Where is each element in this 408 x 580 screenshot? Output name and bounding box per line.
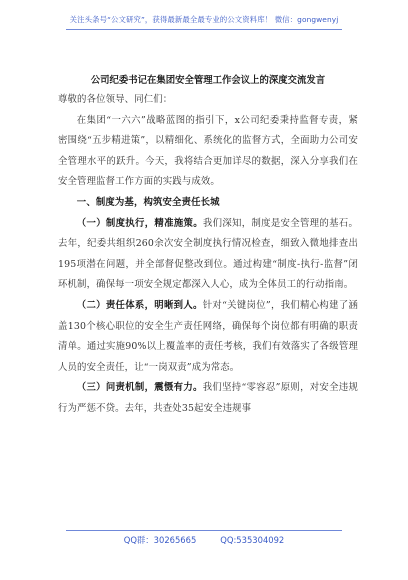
paragraph-text: 我们坚持“零容忍”原则，对安全违规行为严惩不贷。去年，共查处35起安全违规事 (58, 382, 359, 414)
header-banner: 关注头条号“公文研究”，获得最新最全最专业的公文资料库！ 微信：gongwenyj (69, 15, 339, 24)
paragraph-label: （三）问责机制，震慑有力。 (76, 382, 203, 394)
section-paragraph (58, 378, 358, 419)
paragraph-text: 针对“关键岗位”，我们精心构建了涵盖130个核心职位的安全生产责任网络，确保每个岗位都有明确的职责清单。通过实施90%以上覆盖率的责任考核，我们有效落实了各级管理人员的安全责任，让“一岗双责”成为常态。 (58, 299, 359, 373)
salutation: 尊敬的各位领导、同仁们： (58, 94, 173, 105)
footer-divider (66, 530, 342, 531)
footer-qq-group: QQ群：30265665 (123, 535, 197, 545)
section-heading: 一、制度为基，构筑安全责任长城 (76, 196, 220, 208)
paragraph-label: （二）责任体系，明晰到人。 (76, 299, 203, 311)
intro-paragraph: 在集团“一六六”战略蓝图的指引下，x公司纪委秉持监督专责，紧密围绕“五步精进策”，以精细化、系统化的监督方式，全面助力公司安全管理水平的跃升。今天，我将结合更加详尽的数据，深入分享我们在安全管理监督工作方面的实践与成效。 (58, 114, 358, 188)
header-divider (66, 29, 342, 30)
footer-qq-number: QQ:535304092 (220, 535, 285, 545)
paragraph-label: （一）制度执行，精准施策。 (76, 217, 203, 229)
section-paragraph (58, 214, 358, 296)
footer-contact (0, 534, 408, 546)
paragraph-text: 我们深知，制度是安全管理的基石。去年，纪委共组织260余次安全制度执行情况检查，细致入微地排查出195项潜在问题，并全部督促整改到位。通过构建“制度-执行-监督”闭环机制，确保每一项安全规定都深入人心，成为全体员工的行动指南。 (58, 217, 359, 291)
document-body (58, 90, 358, 420)
document-title: 公司纪委书记在集团安全管理工作会议上的深度交流发言 (90, 75, 326, 86)
section-paragraph (58, 296, 358, 378)
